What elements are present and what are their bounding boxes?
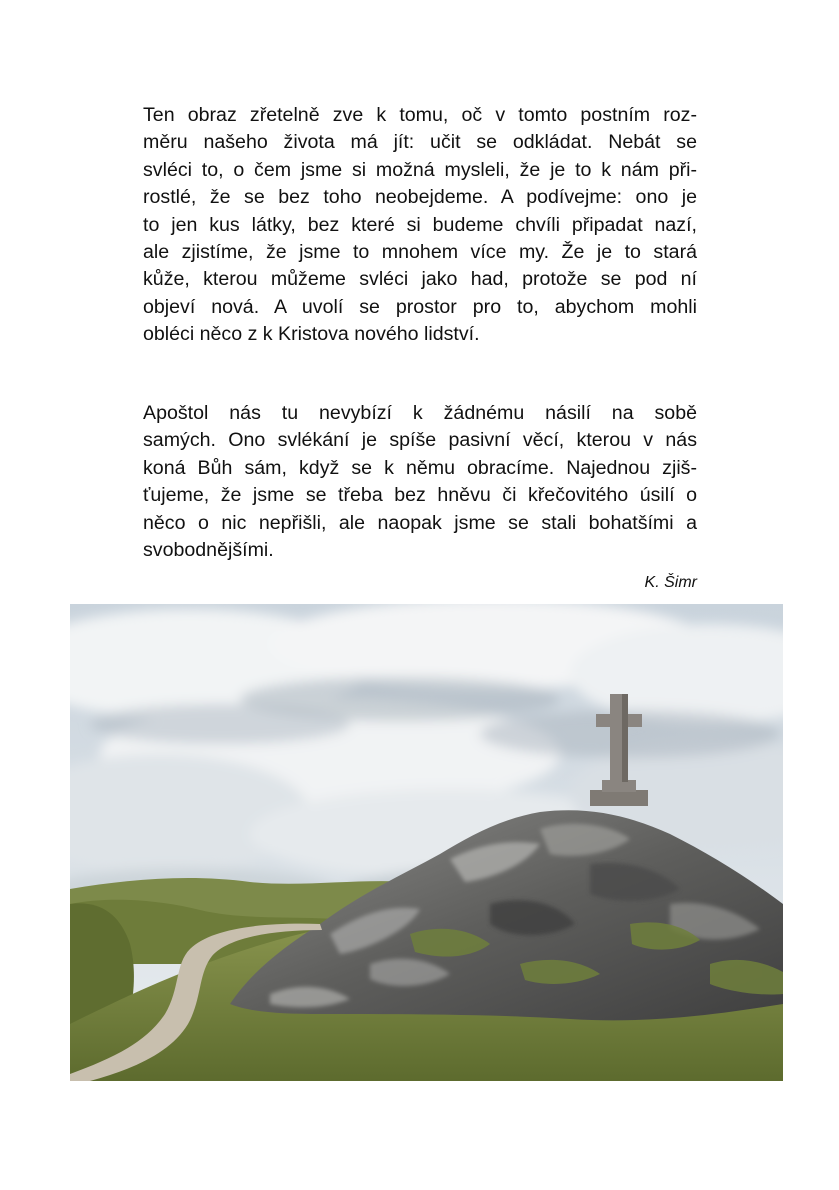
text-line: Apoštol nás tu nevybízí k žádnému násilí na sobě [143,402,697,424]
cross-on-rocky-hill-image [70,604,783,1081]
author-signature: K. Šimr [644,574,697,591]
text-line: svléci to, o čem jsme si možná mysleli, že je to k nám při- [143,158,697,181]
text-line: něco o nic nepřišli, ale naopak jsme se stali bohatšími a [143,511,697,534]
text-line: to jen kus látky, bez které si budeme chvíli připadat nazí, [143,213,697,236]
paragraph-1 [143,102,697,349]
text-line: Ten obraz zřetelně zve k tomu, oč v tomto postním roz- [143,104,697,126]
text-line: měru našeho života má jít: učit se odkládat. Nebát se [143,131,697,154]
text-line: rostlé, že se bez toho neobejdeme. A podívejme: ono je [143,186,697,209]
text-line: objeví nová. A uvolí se prostor pro to, abychom mohli [143,295,697,318]
paragraph-2 [143,400,697,564]
text-line: ťujeme, že jsme se třeba bez hněvu či křečovitého úsilí o [143,484,697,507]
cross-base [590,790,648,806]
text-line: samých. Ono svlékání je spíše pasivní věcí, kterou v nás [143,429,697,452]
text-line: obléci něco z k Kristova nového lidství. [143,323,480,346]
text-line: ale zjistíme, že jsme to mnohem více my. Že je to stará [143,241,697,264]
text-line: koná Bůh sám, když se k němu obracíme. Najednou zjiš- [143,456,697,479]
text-line: svobodnějšími. [143,539,274,562]
text-line: kůže, kterou můžeme svléci jako had, protože se pod ní [143,268,697,291]
